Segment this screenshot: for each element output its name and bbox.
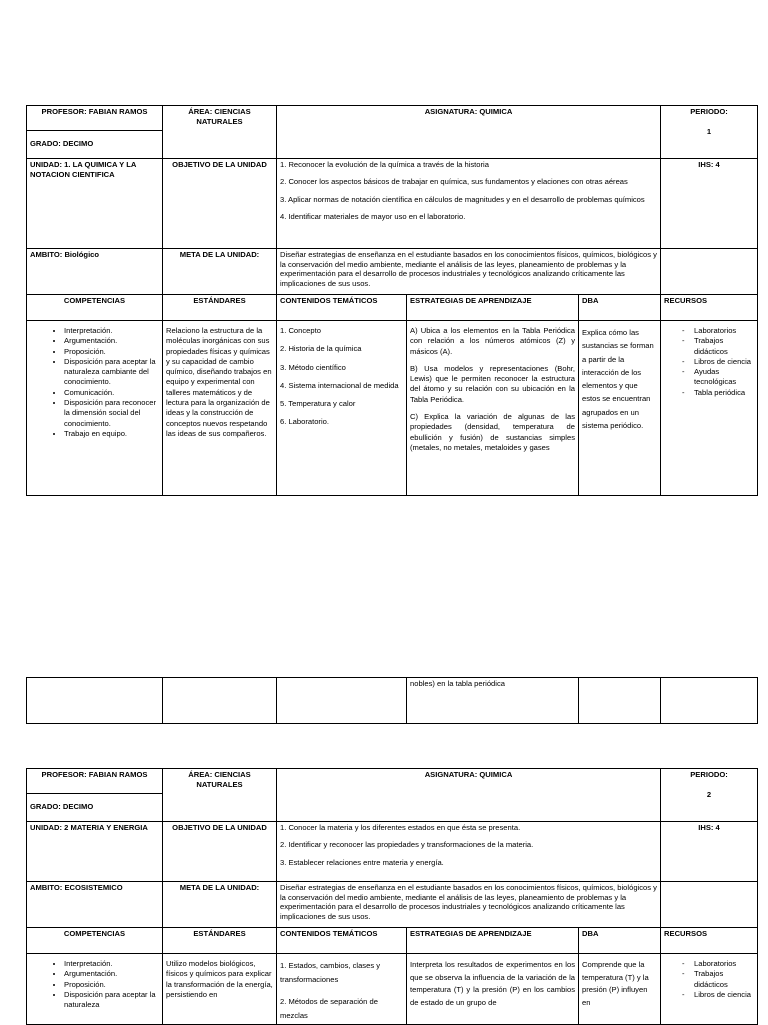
- unit1-ambito: AMBITO: Biológico: [27, 249, 163, 295]
- unit2-meta-label: META DE LA UNIDAD:: [163, 882, 277, 928]
- unit2-recursos: [661, 954, 758, 1025]
- unit2-meta: Diseñar estrategias de enseñanza en el estudiante basados en los conocimientos físicos, químicos, biológicos y la conservación del medio ambiente, mediante el análisis de las leyes, planeamiento de problemas y la experimentación para el desarrollo de procesos industriales y tecnológicos analizando críticamente las implicaciones de sus usos.: [277, 882, 661, 928]
- unit2-estandares: Utilizo modelos biológicos, físicos y químicos para explicar la transformación de la energía, persistiendo en: [163, 954, 277, 1025]
- unit1-ihs: IHS: 4: [661, 159, 758, 249]
- unit1-competencias: [27, 321, 163, 496]
- dash-marker: -: [682, 326, 685, 335]
- unit2-objetivo-item: 1. Conocer la materia y los diferentes estados en que ésta se presenta.: [280, 823, 521, 832]
- list-item: B) Usa modelos y representaciones (Bohr, Lewis) que le permiten reconocer la estructura del átomo y su relación con su ubicación en la Tabla Periódica.: [410, 363, 575, 404]
- unit1-header-recursos: RECURSOS: [661, 295, 758, 321]
- list-item: • Argumentación.: [64, 969, 159, 979]
- unit2-competencias: [27, 954, 163, 1025]
- unit2-header-competencias: COMPETENCIAS: [27, 928, 163, 954]
- unit1-periodo-label: PERIODO:: [690, 107, 728, 116]
- unit2-area: ÁREA: CIENCIAS NATURALES: [163, 769, 277, 822]
- unit1-plan-table: [26, 105, 758, 496]
- list-item: 2. Historia de la química: [280, 344, 362, 354]
- continuation-cell: [579, 678, 661, 724]
- recurso-label: Trabajos didácticos: [694, 969, 728, 989]
- dash-marker: -: [682, 356, 685, 366]
- list-item: [664, 357, 754, 367]
- unit2-objetivo-item: 2. Identificar y reconocer las propiedades y transformaciones de la materia.: [280, 840, 534, 850]
- unit2-header-contenidos: CONTENIDOS TEMÁTICOS: [277, 928, 407, 954]
- unit2-recursos-list: [664, 959, 754, 1000]
- unit1-competencias-list: [30, 326, 159, 439]
- recurso-label: Libros de ciencia: [694, 989, 752, 999]
- list-item: • Trabajo en equipo.: [64, 429, 159, 439]
- unit1-area: ÁREA: CIENCIAS NATURALES: [163, 106, 277, 159]
- unit1-header-contenidos: CONTENIDOS TEMÁTICOS: [277, 295, 407, 321]
- list-item: 4. Sistema internacional de medida: [280, 380, 399, 390]
- list-item: • Interpretación.: [64, 326, 159, 336]
- list-item: [664, 336, 754, 357]
- unit2-dba: Comprende que la temperatura (T) y la presión (P) influyen en: [579, 954, 661, 1025]
- list-item: 6. Laboratorio.: [280, 417, 329, 427]
- unit2-profesor: PROFESOR: FABIAN RAMOS: [27, 769, 163, 794]
- unit2-competencias-list: [30, 959, 159, 1010]
- unit1-dba: Explica cómo las sustancias se forman a partir de la interacción de los elementos y que estos se encuentran agrupados en un sistema periódico.: [579, 321, 661, 496]
- recurso-label: Trabajos didácticos: [694, 336, 728, 356]
- list-item: • Proposición.: [64, 980, 159, 990]
- list-item: [664, 969, 754, 990]
- list-item: • Argumentación.: [64, 336, 159, 346]
- dash-marker: -: [682, 387, 685, 397]
- unit1-header-dba: DBA: [579, 295, 661, 321]
- unit1-objetivo-item: 2. Conocer los aspectos básicos de trabajar en química, sus fundamentos y elaciones con otras aéreas: [280, 177, 628, 187]
- list-item: • Proposición.: [64, 347, 159, 357]
- unit1-unidad: UNIDAD: 1. LA QUIMICA Y LA NOTACION CIENTIFICA: [27, 159, 163, 249]
- list-item: 2. Métodos de separación de mezclas: [280, 997, 378, 1020]
- list-item: 1. Estados, cambios, clases y transformaciones: [280, 961, 381, 984]
- unit1-objetivos: [277, 159, 661, 249]
- continuation-cell: [661, 678, 758, 724]
- unit1-objetivo-item: 1. Reconocer la evolución de la química a través de la historia: [280, 160, 489, 169]
- recurso-label: Laboratorios: [694, 959, 737, 968]
- list-item: [664, 326, 754, 336]
- list-item: 1. Concepto: [280, 326, 321, 335]
- unit2-unidad: UNIDAD: 2 MATERIA Y ENERGIA: [27, 822, 163, 882]
- list-item: 3. Método científico: [280, 362, 346, 372]
- unit1-header-estandares: ESTÁNDARES: [163, 295, 277, 321]
- continuation-cell: [277, 678, 407, 724]
- list-item: • Disposición para aceptar la naturaleza: [64, 990, 159, 1011]
- unit2-header-estandares: ESTÁNDARES: [163, 928, 277, 954]
- dash-marker: -: [682, 367, 685, 377]
- list-item: [664, 388, 754, 398]
- unit2-contenidos: [277, 954, 407, 1025]
- unit1-recursos-list: [664, 326, 754, 398]
- list-item: 5. Temperatura y calor: [280, 399, 356, 409]
- continuation-table: [26, 677, 758, 724]
- dash-marker: -: [682, 336, 685, 346]
- recurso-label: Ayudas tecnológicas: [694, 367, 737, 387]
- dash-marker: -: [682, 989, 685, 999]
- unit2-objetivo-label: OBJETIVO DE LA UNIDAD: [163, 822, 277, 882]
- dash-marker: -: [682, 969, 685, 979]
- list-item: A) Ubica a los elementos en la Tabla Periódica con relación a los números atómicos (Z) y másicos (A).: [410, 326, 575, 356]
- unit1-contenidos: [277, 321, 407, 496]
- recurso-label: Laboratorios: [694, 326, 737, 335]
- list-item: [664, 367, 754, 388]
- unit2-header-estrategias: ESTRATEGIAS DE APRENDIZAJE: [407, 928, 579, 954]
- dash-marker: -: [682, 959, 685, 968]
- unit2-periodo: [661, 769, 758, 822]
- unit1-meta-label: META DE LA UNIDAD:: [163, 249, 277, 295]
- unit1-objetivo-label: OBJETIVO DE LA UNIDAD: [163, 159, 277, 249]
- unit2-header-recursos: RECURSOS: [661, 928, 758, 954]
- continuation-estrategias: nobles) en la tabla periódica: [407, 678, 579, 724]
- unit2-asignatura: ASIGNATURA: QUIMICA: [277, 769, 661, 822]
- list-item: • Comunicación.: [64, 388, 159, 398]
- unit1-header-competencias: COMPETENCIAS: [27, 295, 163, 321]
- unit2-ambito: AMBITO: ECOSISTEMICO: [27, 882, 163, 928]
- unit2-ihs: IHS: 4: [661, 822, 758, 882]
- unit1-periodo: [661, 106, 758, 159]
- unit1-profesor: PROFESOR: FABIAN RAMOS: [27, 106, 163, 131]
- recurso-label: Tabla periódica: [694, 387, 746, 397]
- continuation-cell: [27, 678, 163, 724]
- unit2-objetivos: [277, 822, 661, 882]
- unit1-estrategias: [407, 321, 579, 496]
- unit2-header-dba: DBA: [579, 928, 661, 954]
- unit1-meta: Diseñar estrategias de enseñanza en el estudiante basados en los conocimientos físicos, químicos, biológicos y la conservación del medio ambiente, mediante el análisis de las leyes, planeamiento de problemas y la experimentación para el desarrollo de procesos industriales y tecnológicos analizando críticamente las implicaciones de sus usos.: [277, 249, 661, 295]
- unit2-periodo-number: 2: [706, 790, 712, 800]
- unit1-recursos: [661, 321, 758, 496]
- unit2-periodo-label: PERIODO:: [690, 770, 728, 779]
- unit2-grado: GRADO: DECIMO: [27, 794, 163, 822]
- unit1-asignatura: ASIGNATURA: QUIMICA: [277, 106, 661, 159]
- list-item: [664, 959, 754, 969]
- unit2-objetivo-item: 3. Establecer relaciones entre materia y energía.: [280, 857, 444, 867]
- list-item: [664, 990, 754, 1000]
- unit1-periodo-number: 1: [706, 127, 712, 137]
- recurso-label: Libros de ciencia: [694, 356, 752, 366]
- unit1-empty-cell: [661, 249, 758, 295]
- unit2-estrategias: Interpreta los resultados de experimentos en los que se observa la influencia de la variación de la temperatura (T) y la presión (P) en los cambios de estado de un grupo de: [407, 954, 579, 1025]
- unit1-grado: GRADO: DECIMO: [27, 131, 163, 159]
- list-item: • Disposición para reconocer la dimensión social del conocimiento.: [64, 398, 159, 429]
- unit1-header-estrategias: ESTRATEGIAS DE APRENDIZAJE: [407, 295, 579, 321]
- unit1-objetivo-item: 3. Aplicar normas de notación científica en cálculos de magnitudes y en el desarrollo de problemas químicos: [280, 194, 645, 204]
- unit1-objetivo-item: 4. Identificar materiales de mayor uso en el laboratorio.: [280, 211, 466, 221]
- list-item: • Disposición para aceptar la naturaleza cambiante del conocimiento.: [64, 357, 159, 388]
- continuation-cell: [163, 678, 277, 724]
- unit2-plan-table: [26, 768, 758, 1025]
- unit2-empty-cell: [661, 882, 758, 928]
- unit1-estandares: Relaciono la estructura de la moléculas inorgánicas con sus propiedades físicas y químicas y su capacidad de cambio químico, diseñando trabajos en equipo y experimental con talleres matemáticos y de lectura para la organización de ideas y la construcción de conceptos nuevos respetando las ideas de sus compañeros.: [163, 321, 277, 496]
- list-item: • Interpretación.: [64, 959, 159, 969]
- list-item: C) Explica la variación de algunas de las propiedades (densidad, temperatura de ebullición y fusión) de sustancias simples (metales, no metales, metaloides y gases: [410, 412, 575, 452]
